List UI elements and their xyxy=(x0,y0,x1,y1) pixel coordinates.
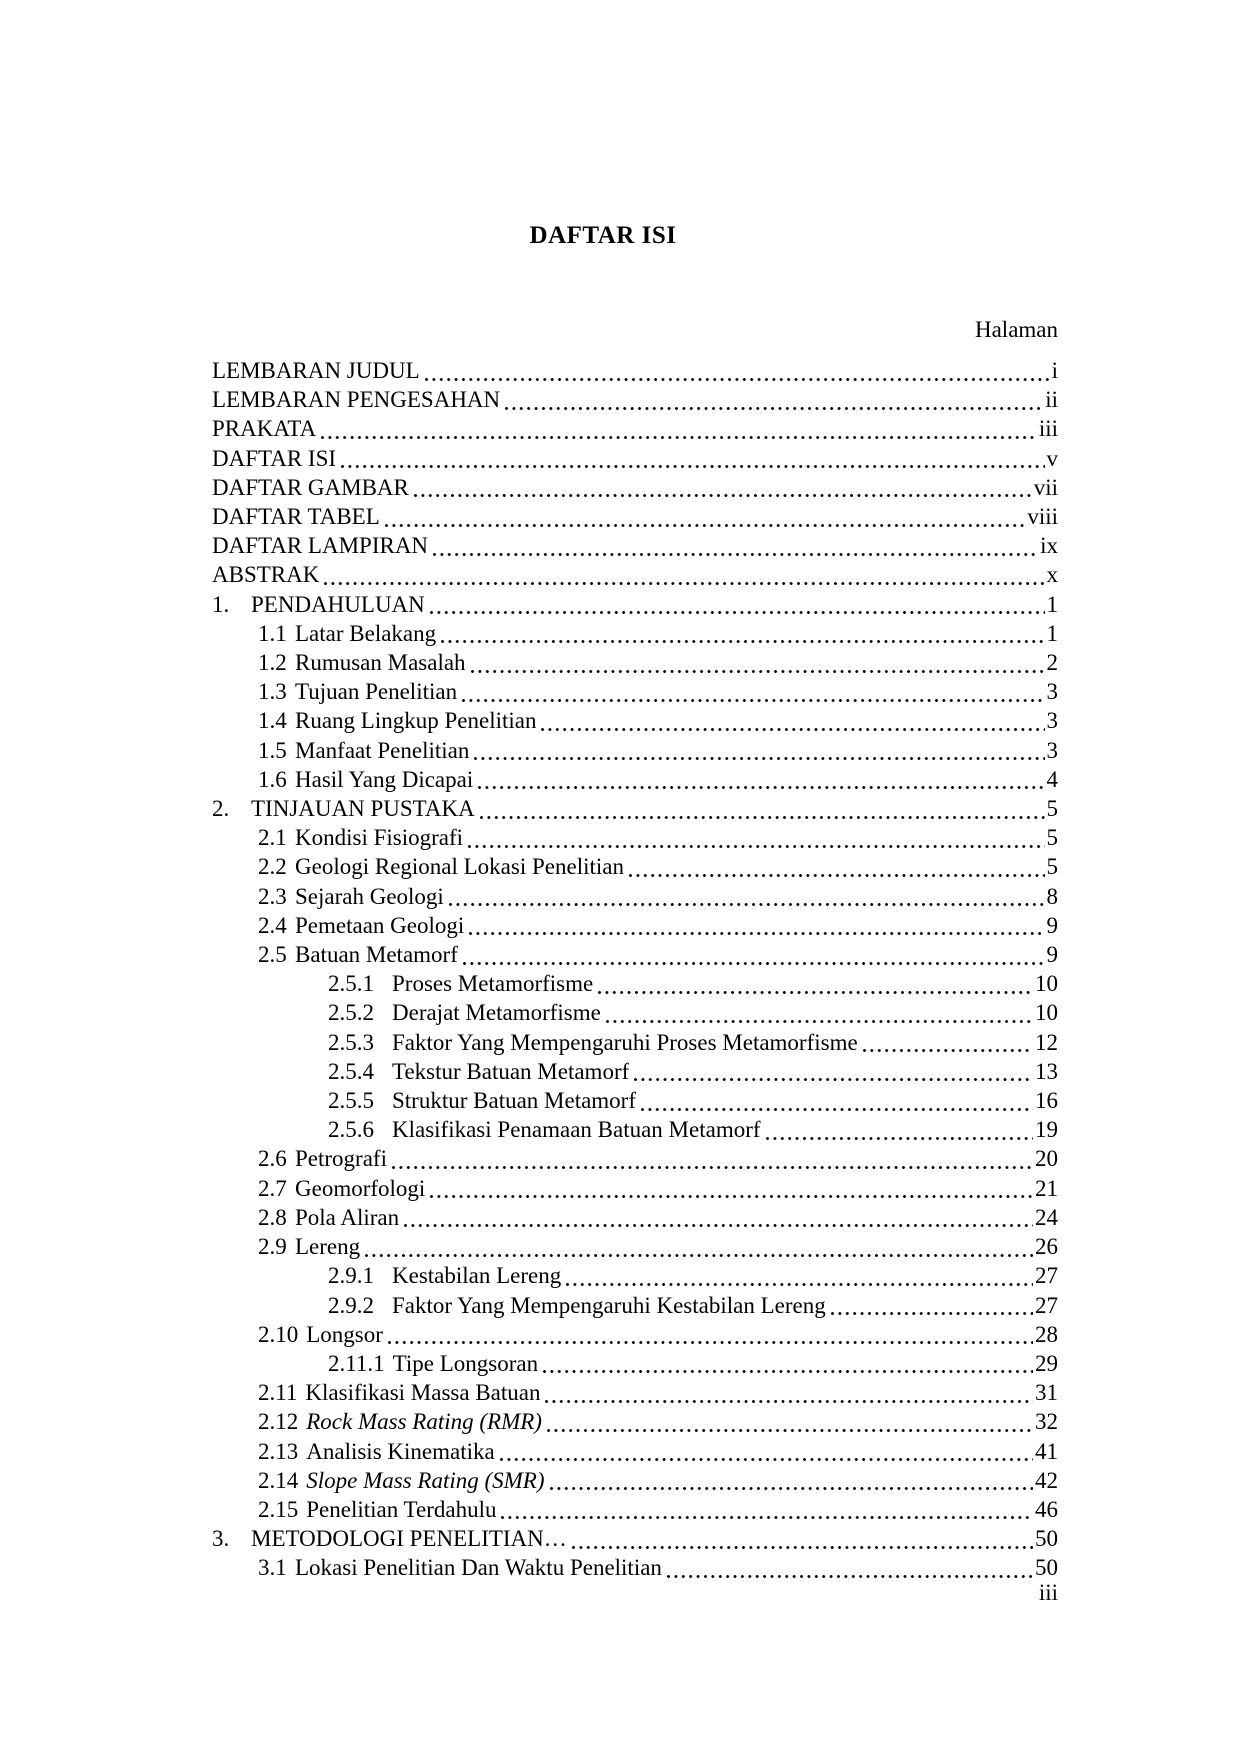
toc-entry-number: 2.6 xyxy=(258,1146,287,1172)
toc-entry-label: LEMBARAN PENGESAHAN xyxy=(212,387,501,413)
toc-entry xyxy=(212,823,1058,852)
toc-entry-label: Lereng xyxy=(295,1234,361,1260)
dot-leader xyxy=(365,1232,1033,1261)
toc-entry-number: 2.11 xyxy=(258,1380,298,1406)
toc-entry-number: 1.5 xyxy=(258,737,287,763)
dot-leader xyxy=(500,1437,1033,1466)
toc-entry xyxy=(212,444,1058,473)
toc-entry-number: 2.13 xyxy=(258,1438,299,1464)
toc-entry-page: 16 xyxy=(1035,1088,1058,1114)
toc-list xyxy=(212,356,1058,1583)
toc-entry xyxy=(212,940,1058,969)
dot-leader xyxy=(468,823,1044,852)
toc-entry-label: Pola Aliran xyxy=(295,1204,400,1230)
toc-entry xyxy=(212,1086,1058,1115)
toc-entry-label: Klasifikasi Massa Batuan xyxy=(305,1380,541,1406)
toc-entry-number: 1.4 xyxy=(258,708,287,734)
toc-entry-label: TINJAUAN PUSTAKA xyxy=(251,796,475,822)
toc-entry-page: 12 xyxy=(1035,1029,1058,1055)
toc-entry-label: DAFTAR ISI xyxy=(212,445,337,471)
toc-entry-number: 2.3 xyxy=(258,883,287,909)
toc-entry-number: 2.11.1 xyxy=(328,1350,385,1376)
toc-entry-number: 2.9 xyxy=(258,1234,287,1260)
toc-entry-label: Batuan Metamorf xyxy=(295,942,458,968)
toc-entry-label: Manfaat Penelitian xyxy=(295,737,470,763)
toc-entry-number: 2.4 xyxy=(258,912,287,938)
toc-entry xyxy=(212,1407,1058,1436)
toc-entry-label: Geologi Regional Lokasi Penelitian xyxy=(295,854,624,880)
dot-leader xyxy=(598,969,1033,998)
toc-entry xyxy=(212,1115,1058,1144)
dot-leader xyxy=(766,1115,1033,1144)
dot-leader xyxy=(541,706,1044,735)
toc-entry-label: Faktor Yang Mempengaruhi Kestabilan Lereng xyxy=(392,1292,826,1318)
dot-leader xyxy=(606,998,1033,1027)
toc-entry-page: 21 xyxy=(1035,1175,1058,1201)
toc-entry-number: 2.5.4 xyxy=(328,1058,374,1084)
toc-entry xyxy=(212,1495,1058,1524)
dot-leader xyxy=(324,560,1044,589)
toc-entry-label: Kestabilan Lereng xyxy=(392,1263,562,1289)
toc-entry-number: 2.8 xyxy=(258,1204,287,1230)
toc-entry-number: 2.2 xyxy=(258,854,287,880)
toc-entry xyxy=(212,998,1058,1027)
dot-leader xyxy=(463,940,1045,969)
toc-entry-number: 2.9.1 xyxy=(328,1263,374,1289)
toc-entry-number: 2.5.1 xyxy=(328,971,374,997)
toc-entry-number: 3.1 xyxy=(258,1555,287,1581)
toc-entry xyxy=(212,1028,1058,1057)
toc-entry xyxy=(212,1524,1058,1553)
toc-entry-number: 2.1 xyxy=(258,825,287,851)
dot-leader xyxy=(550,1466,1033,1495)
toc-entry-page: 2 xyxy=(1046,650,1058,676)
dot-leader xyxy=(634,1057,1033,1086)
dot-leader xyxy=(385,502,1026,531)
toc-entry xyxy=(212,911,1058,940)
toc-entry-page: 3 xyxy=(1046,679,1058,705)
dot-leader xyxy=(543,1349,1033,1378)
toc-entry-label: Rock Mass Rating (RMR) xyxy=(306,1409,542,1435)
dot-leader xyxy=(404,1203,1033,1232)
toc-entry xyxy=(212,765,1058,794)
toc-entry-page: 1 xyxy=(1046,620,1058,646)
toc-entry xyxy=(212,1349,1058,1378)
toc-entry xyxy=(212,1144,1058,1173)
dot-leader xyxy=(449,882,1045,911)
toc-entry xyxy=(212,590,1058,619)
toc-entry-page: 20 xyxy=(1035,1146,1058,1172)
toc-entry xyxy=(212,1291,1058,1320)
toc-entry-number: 1.6 xyxy=(258,766,287,792)
toc-entry-page: ix xyxy=(1040,533,1058,559)
toc-entry-page: 41 xyxy=(1035,1438,1058,1464)
toc-entry-page: 9 xyxy=(1046,912,1058,938)
dot-leader xyxy=(566,1261,1033,1290)
toc-entry-label: Sejarah Geologi xyxy=(295,883,444,909)
toc-entry xyxy=(212,706,1058,735)
toc-entry-page: 32 xyxy=(1035,1409,1058,1435)
toc-entry-page: 10 xyxy=(1035,1000,1058,1026)
toc-entry-page: 5 xyxy=(1046,825,1058,851)
dot-leader xyxy=(831,1291,1033,1320)
toc-entry-number: 2.5 xyxy=(258,942,287,968)
toc-entry-label: DAFTAR GAMBAR xyxy=(212,474,409,500)
toc-entry-label: DAFTAR LAMPIRAN xyxy=(212,533,429,559)
dot-leader xyxy=(392,1144,1033,1173)
toc-entry xyxy=(212,1378,1058,1407)
toc-entry xyxy=(212,560,1058,589)
toc-entry-label: Hasil Yang Dicapai xyxy=(295,766,474,792)
toc-entry-page: 29 xyxy=(1035,1350,1058,1376)
toc-entry-number: 2.10 xyxy=(258,1321,299,1347)
toc-entry-page: ii xyxy=(1045,387,1058,413)
toc-entry-page: 28 xyxy=(1035,1321,1058,1347)
toc-entry-label: Pemetaan Geologi xyxy=(295,912,465,938)
toc-entry-page: 13 xyxy=(1035,1058,1058,1084)
toc-entry-page: v xyxy=(1046,445,1058,471)
dot-leader xyxy=(505,385,1043,414)
toc-entry xyxy=(212,414,1058,443)
toc-entry-number: 1.2 xyxy=(258,650,287,676)
toc-entry xyxy=(212,1232,1058,1261)
toc-entry xyxy=(212,502,1058,531)
toc-entry-page: 50 xyxy=(1035,1555,1058,1581)
toc-entry-number: 1.3 xyxy=(258,679,287,705)
toc-entry-label: Tipe Longsoran xyxy=(392,1350,539,1376)
toc-entry-page: 8 xyxy=(1046,883,1058,909)
toc-entry xyxy=(212,736,1058,765)
toc-entry-number: 2.14 xyxy=(258,1467,299,1493)
toc-entry xyxy=(212,882,1058,911)
toc-entry-number: 2.5.3 xyxy=(328,1029,374,1055)
toc-entry-label: Penelitian Terdahulu xyxy=(306,1496,497,1522)
toc-entry-page: 24 xyxy=(1035,1204,1058,1230)
toc-entry xyxy=(212,969,1058,998)
toc-entry-page: 27 xyxy=(1035,1292,1058,1318)
toc-entry-label: Ruang Lingkup Penelitian xyxy=(295,708,537,734)
toc-entry-label: Rumusan Masalah xyxy=(295,650,466,676)
toc-entry-label: Struktur Batuan Metamorf xyxy=(392,1088,637,1114)
toc-entry xyxy=(212,794,1058,823)
toc-entry-label: Slope Mass Rating (SMR) xyxy=(306,1467,545,1493)
dot-leader xyxy=(480,794,1045,823)
toc-entry-label: METODOLOGI PENELITIAN… xyxy=(251,1526,567,1552)
dot-leader xyxy=(572,1524,1033,1553)
dot-leader xyxy=(547,1407,1033,1436)
toc-entry-label: Lokasi Penelitian Dan Waktu Penelitian xyxy=(295,1555,662,1581)
dot-leader xyxy=(474,736,1044,765)
toc-entry-number: 2.5.2 xyxy=(328,1000,374,1026)
toc-entry-number: 3. xyxy=(212,1526,230,1552)
dot-leader xyxy=(430,1174,1033,1203)
toc-entry-number: 2.12 xyxy=(258,1409,299,1435)
toc-entry-number: 2.5.5 xyxy=(328,1088,374,1114)
toc-entry-page: 5 xyxy=(1046,796,1058,822)
toc-entry xyxy=(212,1174,1058,1203)
toc-entry-page: 26 xyxy=(1035,1234,1058,1260)
dot-leader xyxy=(441,619,1044,648)
dot-leader xyxy=(462,677,1044,706)
toc-entry-label: Petrografi xyxy=(295,1146,387,1172)
toc-entry xyxy=(212,1057,1058,1086)
toc-entry-page: 9 xyxy=(1046,942,1058,968)
toc-entry-label: PRAKATA xyxy=(212,416,317,442)
toc-entry-page: i xyxy=(1051,358,1058,383)
dot-leader xyxy=(425,356,1050,385)
toc-entry-label: Latar Belakang xyxy=(295,620,437,646)
toc-entry xyxy=(212,852,1058,881)
toc-entry-page: 1 xyxy=(1046,591,1058,617)
toc-entry-number: 2.7 xyxy=(258,1175,287,1201)
toc-entry-label: Derajat Metamorfisme xyxy=(392,1000,601,1026)
toc-entry xyxy=(212,385,1058,414)
toc-entry-number: 2.15 xyxy=(258,1496,299,1522)
dot-leader xyxy=(478,765,1044,794)
toc-entry-label: Tujuan Penelitian xyxy=(295,679,458,705)
toc-entry-page: 46 xyxy=(1035,1496,1058,1522)
toc-entry xyxy=(212,677,1058,706)
toc-entry-page: 4 xyxy=(1046,766,1058,792)
dot-leader xyxy=(471,648,1045,677)
dot-leader xyxy=(629,852,1045,881)
toc-entry-label: Geomorfologi xyxy=(295,1175,426,1201)
toc-entry xyxy=(212,1320,1058,1349)
page-title: DAFTAR ISI xyxy=(529,222,677,249)
toc-entry-page: viii xyxy=(1027,504,1058,530)
toc-entry-page: 42 xyxy=(1035,1467,1058,1493)
dot-leader xyxy=(641,1086,1033,1115)
toc-entry xyxy=(212,1203,1058,1232)
toc-entry-number: 2.5.6 xyxy=(328,1117,374,1143)
toc-entry-label: Longsor xyxy=(306,1321,383,1347)
toc-entry-label: ABSTRAK xyxy=(212,562,320,588)
toc-entry-label: Klasifikasi Penamaan Batuan Metamorf xyxy=(392,1117,761,1143)
toc-entry xyxy=(212,473,1058,502)
dot-leader xyxy=(545,1378,1033,1407)
dot-leader xyxy=(388,1320,1033,1349)
toc-entry-number: 2. xyxy=(212,796,230,822)
toc-entry-number: 1. xyxy=(212,591,230,617)
toc-entry-page: 31 xyxy=(1035,1380,1058,1406)
page-number: iii xyxy=(1038,1580,1058,1605)
dot-leader xyxy=(341,444,1044,473)
dot-leader xyxy=(321,414,1037,443)
toc-entry xyxy=(212,619,1058,648)
toc-entry-label: Proses Metamorfisme xyxy=(392,971,594,997)
toc-entry-number: 1.1 xyxy=(258,620,287,646)
toc-entry-label: Analisis Kinematika xyxy=(306,1438,495,1464)
toc-entry xyxy=(212,1466,1058,1495)
column-header-halaman: Halaman xyxy=(974,317,1058,342)
toc-entry-label: Tekstur Batuan Metamorf xyxy=(392,1058,630,1084)
toc-entry-number: 2.9.2 xyxy=(328,1292,374,1318)
toc-entry xyxy=(212,1261,1058,1290)
toc-entry xyxy=(212,531,1058,560)
toc-entry-page: 10 xyxy=(1035,971,1058,997)
toc-entry-label: Faktor Yang Mempengaruhi Proses Metamorfisme xyxy=(392,1029,858,1055)
toc-entry-page: 27 xyxy=(1035,1263,1058,1289)
toc-entry xyxy=(212,356,1058,385)
toc-entry-page: 3 xyxy=(1046,708,1058,734)
toc-entry-label: DAFTAR TABEL xyxy=(212,504,380,530)
dot-leader xyxy=(863,1028,1033,1057)
toc-entry-page: 50 xyxy=(1035,1526,1058,1552)
toc-entry-page: iii xyxy=(1038,416,1058,442)
toc-entry-page: 3 xyxy=(1046,737,1058,763)
toc-entry-label: LEMBARAN JUDUL xyxy=(212,358,420,383)
toc-entry-page: 19 xyxy=(1035,1117,1058,1143)
toc-entry-page: vii xyxy=(1033,474,1058,500)
toc-entry-label: Kondisi Fisiografi xyxy=(295,825,464,851)
toc-entry-page: x xyxy=(1046,562,1058,588)
toc-entry xyxy=(212,1437,1058,1466)
dot-leader xyxy=(430,590,1045,619)
toc-entry xyxy=(212,648,1058,677)
dot-leader xyxy=(501,1495,1033,1524)
dot-leader xyxy=(469,911,1044,940)
toc-entry-page: 5 xyxy=(1046,854,1058,880)
toc-entry-label: PENDAHULUAN xyxy=(251,591,425,617)
dot-leader xyxy=(414,473,1032,502)
dot-leader xyxy=(433,531,1038,560)
